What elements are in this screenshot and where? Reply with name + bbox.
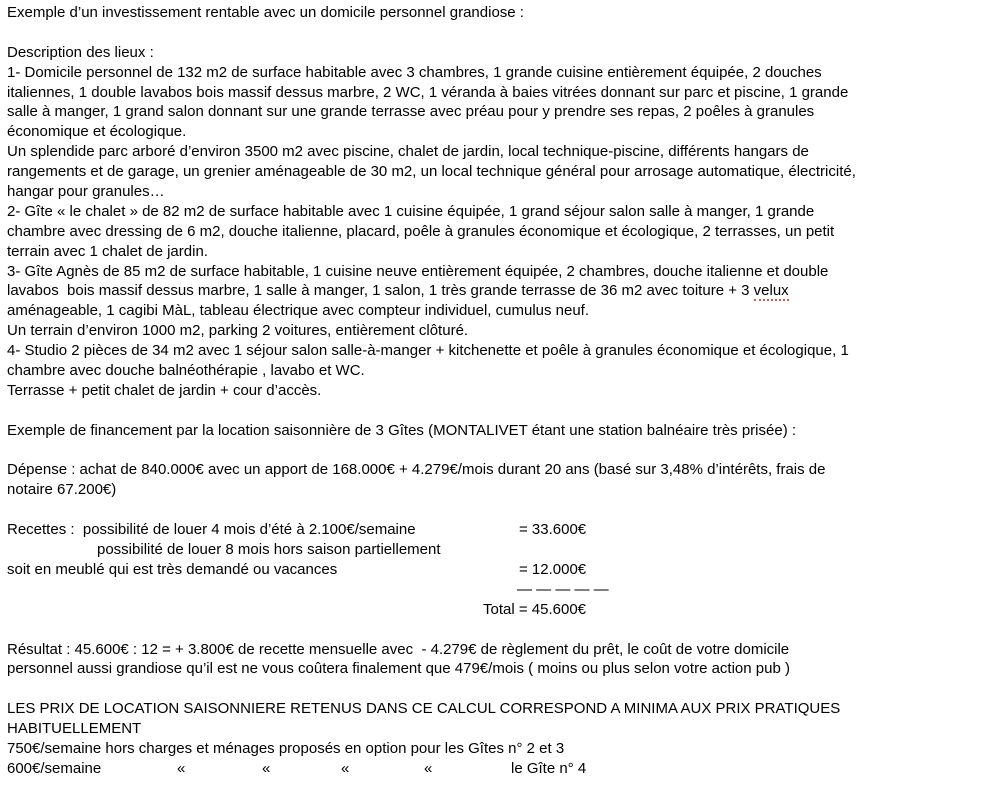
text-line: — — — — — <box>517 580 609 598</box>
text-line: Exemple d’un investissement rentable avec un domicile personnel grandiose : <box>7 4 524 21</box>
text-line: HABITUELLEMENT <box>7 720 142 738</box>
text-line: Résultat : 45.600€ : 12 = + 3.800€ de recette mensuelle avec - 4.279€ de règlement du prêt, le coût de votre domicile <box>7 640 790 658</box>
text-line <box>7 500 987 520</box>
text-line: Dépense : achat de 840.000€ avec un apport de 168.000€ + 4.279€/mois durant 20 ans (basé sur 3,48% d’intérêts, frais de <box>7 461 826 479</box>
text-line: lavabos bois massif dessus marbre, 1 salle à manger, 1 salon, 1 très grande terrasse de 36 m2 avec toiture + 3 velux <box>7 282 789 300</box>
text-line: 1- Domicile personnel de 132 m2 de surface habitable avec 3 chambres, 1 grande cuisine entièrement équipée, 2 douches <box>7 63 822 81</box>
text-line: chambre avec douche balnéothérapie , lavabo et WC. <box>7 362 365 380</box>
aligned-text: « <box>341 759 350 777</box>
aligned-text: « <box>262 759 271 777</box>
text-line: Total = 45.600€ <box>483 600 587 618</box>
text-line: notaire 67.200€) <box>7 481 117 499</box>
text-line: Un terrain d’environ 1000 m2, parking 2 voitures, entièrement clôturé. <box>7 322 469 340</box>
text-line: terrain avec 1 chalet de jardin. <box>7 242 208 260</box>
text-line: possibilité de louer 8 mois hors saison partiellement <box>97 541 441 559</box>
text-line: LES PRIX DE LOCATION SAISONNIERE RETENUS DANS CE CALCUL CORRESPOND A MINIMA AUX PRIX PRATIQUES <box>7 700 841 718</box>
text-line: 4- Studio 2 pièces de 34 m2 avec 1 séjour salon salle-à-manger + kitchenette et poêle à granules économique et écologique, 1 <box>7 342 849 360</box>
text-line: 600€/semaine « « « « le Gîte n° 4 <box>7 759 587 777</box>
text-line <box>7 441 987 461</box>
aligned-text: « <box>424 759 433 777</box>
text-line: salle à manger, 1 grand salon donnant sur une grande terrasse avec préau pour y prendre ses repas, 2 poêles à granules <box>7 103 815 121</box>
text-line: soit en meublé qui est très demandé ou vacances = 12.000€ <box>7 560 587 578</box>
text-line: rangements et de garage, un grenier aménageable de 30 m2, un local technique général pour arrosage automatique, électricité, <box>7 163 856 181</box>
text-line: italiennes, 1 double lavabos bois massif dessus marbre, 2 WC, 1 véranda à baies vitrées donnant sur parc et piscine, 1 grande <box>7 83 849 101</box>
text-line: Exemple de financement par la location saisonnière de 3 Gîtes (MONTALIVET étant une station balnéaire très prisée) : <box>7 421 797 439</box>
text-line: 750€/semaine hors charges et ménages proposés en option pour les Gîtes n° 2 et 3 <box>7 739 565 757</box>
aligned-text: = 12.000€ <box>519 560 587 578</box>
text-line: chambre avec dressing de 6 m2, douche italienne, placard, poêle à granules économique et écologique, 2 terrasses, un petit <box>7 222 835 240</box>
text-line: personnel aussi grandiose qu’il est ne vous coûtera finalement que 479€/mois ( moins ou plus selon votre action pub ) <box>7 660 790 678</box>
text-line: 3- Gîte Agnès de 85 m2 de surface habitable, 1 cuisine neuve entièrement équipée, 2 chambres, douche italienne et double <box>7 262 829 280</box>
text-line: 2- Gîte « le chalet » de 82 m2 de surface habitable avec 1 cuisine équipée, 1 grand séjour salon salle à manger, 1 grande <box>7 202 815 220</box>
aligned-text: = 33.600€ <box>519 521 587 539</box>
aligned-text: le Gîte n° 4 <box>511 759 587 777</box>
text-line <box>7 23 987 43</box>
text-line: hangar pour granules… <box>7 183 165 201</box>
misspelled-word: velux <box>753 282 789 300</box>
text-line: Description des lieux : <box>7 43 154 61</box>
text-line <box>7 401 987 421</box>
text-line: Recettes : possibilité de louer 4 mois d’été à 2.100€/semaine = 33.600€ <box>7 521 587 539</box>
text-line: aménageable, 1 cagibi MàL, tableau électrique avec compteur individuel, cumulus neuf. <box>7 302 590 320</box>
text-line: économique et écologique. <box>7 123 187 141</box>
aligned-text: « <box>177 759 186 777</box>
text-line: Un splendide parc arboré d’environ 3500 m2 avec piscine, chalet de jardin, local technique-piscine, différents hangars de <box>7 143 809 161</box>
text-line <box>7 620 987 640</box>
text-line <box>7 679 987 699</box>
text-line: Terrasse + petit chalet de jardin + cour d’accès. <box>7 381 322 399</box>
